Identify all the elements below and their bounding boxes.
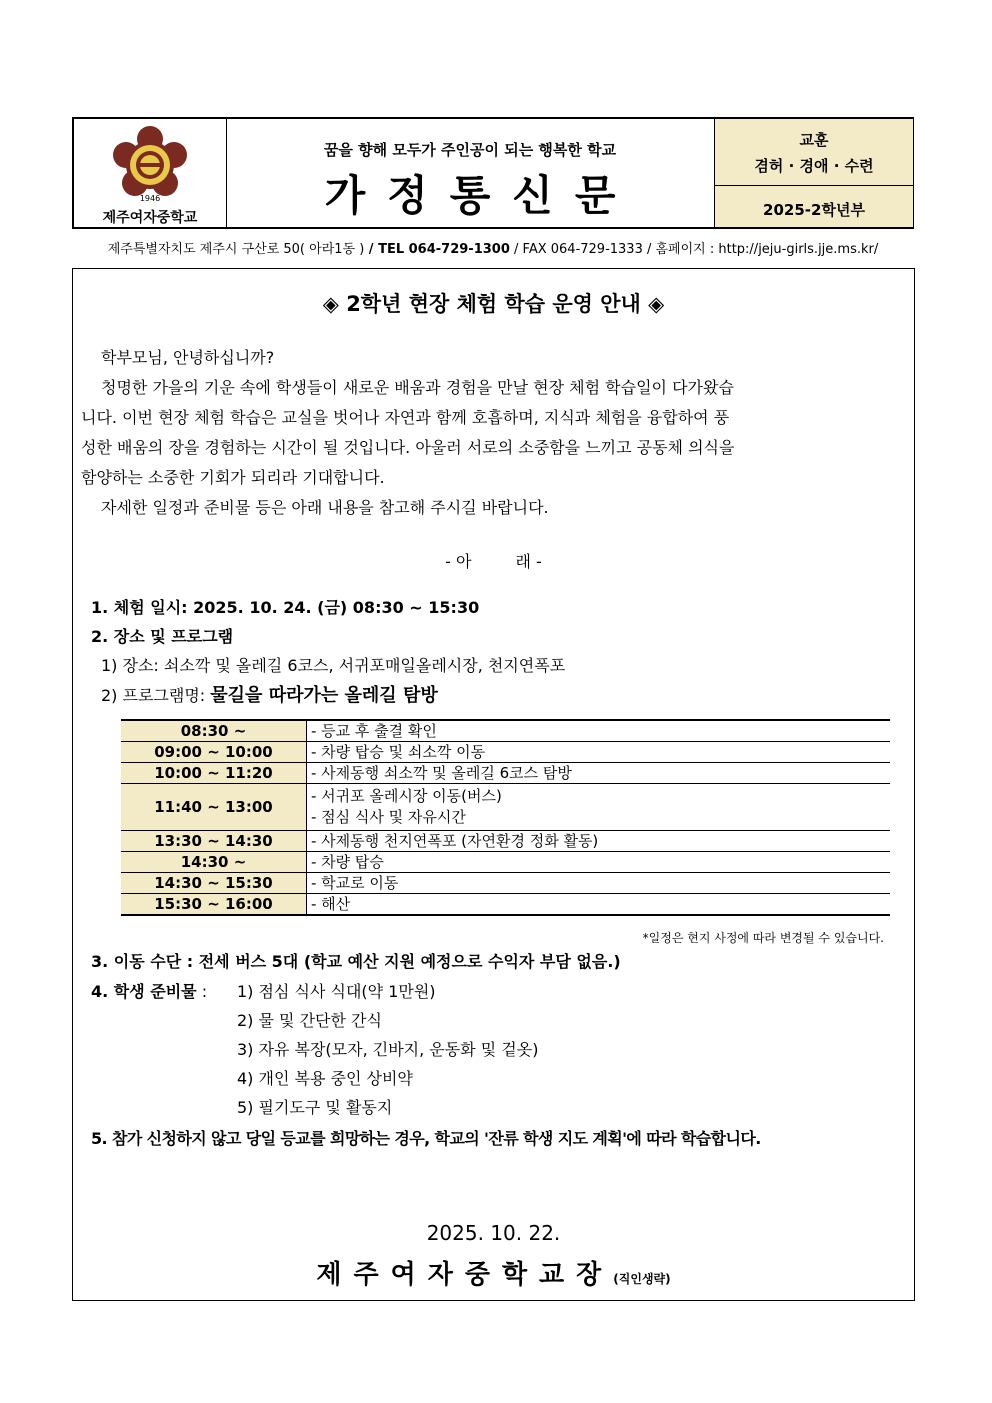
program-name-value: 물길을 따라가는 올레길 탐방 xyxy=(210,685,438,706)
body-line-1: 청명한 가을의 기운 속에 학생들이 새로운 배움과 경험을 만날 현장 체험 학습일이 다가왔습 xyxy=(101,378,734,397)
schedule-activity: - 해산 xyxy=(307,894,891,916)
notice-right: 래 - xyxy=(515,552,542,571)
supply-item: 4) 개인 복용 중인 상비약 xyxy=(237,1069,413,1088)
table-row xyxy=(121,720,890,742)
program-name-label: 2) 프로그램명: xyxy=(101,686,211,705)
schedule-time: 14:30 ~ 15:30 xyxy=(121,873,307,894)
motto-text: 겸허 · 경애 · 수련 xyxy=(754,157,874,175)
schedule-activity xyxy=(307,784,891,831)
body-line-4: 함양하는 소중한 기회가 되리라 기대합니다. xyxy=(81,468,385,487)
school-emblem-icon xyxy=(110,125,190,205)
item-transport: 3. 이동 수단 : 전세 버스 5대 (학교 예산 지원 예정으로 수익자 부담 없음.) xyxy=(91,952,621,971)
table-row xyxy=(121,742,890,763)
item-supplies-label xyxy=(91,979,207,1002)
table-row xyxy=(121,763,890,784)
schedule-note: *일정은 현지 사정에 따라 변경될 수 있습니다. xyxy=(642,931,884,945)
school-address-line xyxy=(72,238,914,257)
school-name: 제주여자중학교 xyxy=(102,210,198,226)
table-row xyxy=(121,831,890,852)
schedule-time: 13:30 ~ 14:30 xyxy=(121,831,307,852)
table-row xyxy=(121,784,890,831)
schedule-activity-line: - 서귀포 올레시장 이동(버스) xyxy=(311,787,502,805)
motto-cell xyxy=(714,119,913,227)
school-slogan: 꿈을 향해 모두가 주인공이 되는 행복한 학교 xyxy=(323,141,617,159)
item-place-program: 2. 장소 및 프로그램 xyxy=(91,627,234,646)
schedule-activity: - 등교 후 출결 확인 xyxy=(307,720,891,742)
motto-label: 교훈 xyxy=(799,131,829,149)
page-title: 가정통신문 xyxy=(324,171,638,220)
issue-date: 2025. 10. 22. xyxy=(426,1221,561,1245)
schedule-activity: - 사제동행 천지연폭포 (자연환경 정화 활동) xyxy=(307,831,891,852)
item-place: 1) 장소: 쇠소깍 및 올레길 6코스, 서귀포매일올레시장, 천지연폭포 xyxy=(101,656,566,675)
title-cell xyxy=(226,119,714,227)
supply-item: 2) 물 및 간단한 간식 xyxy=(237,1011,382,1030)
address-tel: / TEL 064-729-1300 xyxy=(364,242,510,257)
schedule-time: 14:30 ~ xyxy=(121,852,307,873)
body-line-3: 성한 배움의 장을 경험하는 시간이 될 것입니다. 아울러 서로의 소중함을 느끼고 공동체 의식을 xyxy=(81,438,735,457)
supply-item: 1) 점심 식사 식대(약 1만원) xyxy=(237,982,436,1001)
supply-item: 5) 필기도구 및 활동지 xyxy=(237,1098,393,1117)
supply-item: 3) 자유 복장(모자, 긴바지, 운동화 및 겉옷) xyxy=(237,1040,539,1059)
notice-left: - 아 xyxy=(445,552,472,571)
schedule-time: 10:00 ~ 11:20 xyxy=(121,763,307,784)
address-fax-homepage: / FAX 064-729-1333 / 홈페이지 : http://jeju-girls.jje.ms.kr/ xyxy=(509,242,879,257)
schedule-activity: - 사제동행 쇠소깍 및 올레길 6코스 탐방 xyxy=(307,763,891,784)
schedule-activity-line: - 점심 식사 및 자유시간 xyxy=(311,808,466,826)
notice-heading xyxy=(73,549,914,572)
table-row xyxy=(121,852,890,873)
greeting: 학부모님, 안녕하십니까? xyxy=(101,348,275,367)
address-location: 제주특별자치도 제주시 구산로 50( 아라1동 ) xyxy=(107,242,365,257)
table-row xyxy=(121,894,890,916)
item-program-name xyxy=(101,681,438,707)
table-row xyxy=(121,873,890,894)
schedule-activity: - 차량 탑승 및 쇠소깍 이동 xyxy=(307,742,891,763)
supplies-colon: : xyxy=(196,982,208,1001)
body-line-5: 자세한 일정과 준비물 등은 아래 내용을 참고해 주시길 바랍니다. xyxy=(101,498,549,517)
document-title: ◈ 2학년 현장 체험 학습 운영 안내 ◈ xyxy=(322,292,665,316)
supplies-label: 4. 학생 준비물 xyxy=(91,982,197,1001)
schedule-activity: - 차량 탑승 xyxy=(307,852,891,873)
seal-omitted-note: (직인생략) xyxy=(613,1272,671,1286)
letter-body xyxy=(72,268,915,1301)
item-date: 1. 체험 일시: 2025. 10. 24. (금) 08:30 ~ 15:30 xyxy=(91,598,480,617)
schedule-time: 08:30 ~ xyxy=(121,720,307,742)
department-label: 2025-2학년부 xyxy=(763,201,865,219)
schedule-activity: - 학교로 이동 xyxy=(307,873,891,894)
school-logo-cell xyxy=(74,119,227,227)
principal-signature xyxy=(73,1254,914,1291)
body-line-2: 니다. 이번 현장 체험 학습은 교실을 벗어나 자연과 함께 호흡하며, 지식과 체험을 융합하여 풍 xyxy=(81,408,730,427)
item-remaining-students: 5. 참가 신청하지 않고 당일 등교를 희망하는 경우, 학교의 '잔류 학생 지도 계획'에 따라 학습합니다. xyxy=(91,1129,761,1148)
motto-box xyxy=(715,119,913,186)
principal-name: 제주여자중학교장 xyxy=(316,1260,614,1290)
schedule-time: 15:30 ~ 16:00 xyxy=(121,894,307,916)
letterhead xyxy=(72,117,914,229)
schedule-time: 11:40 ~ 13:00 xyxy=(121,784,307,831)
schedule-time: 09:00 ~ 10:00 xyxy=(121,742,307,763)
founded-year: 1946 xyxy=(139,194,161,203)
schedule-table xyxy=(121,719,890,916)
